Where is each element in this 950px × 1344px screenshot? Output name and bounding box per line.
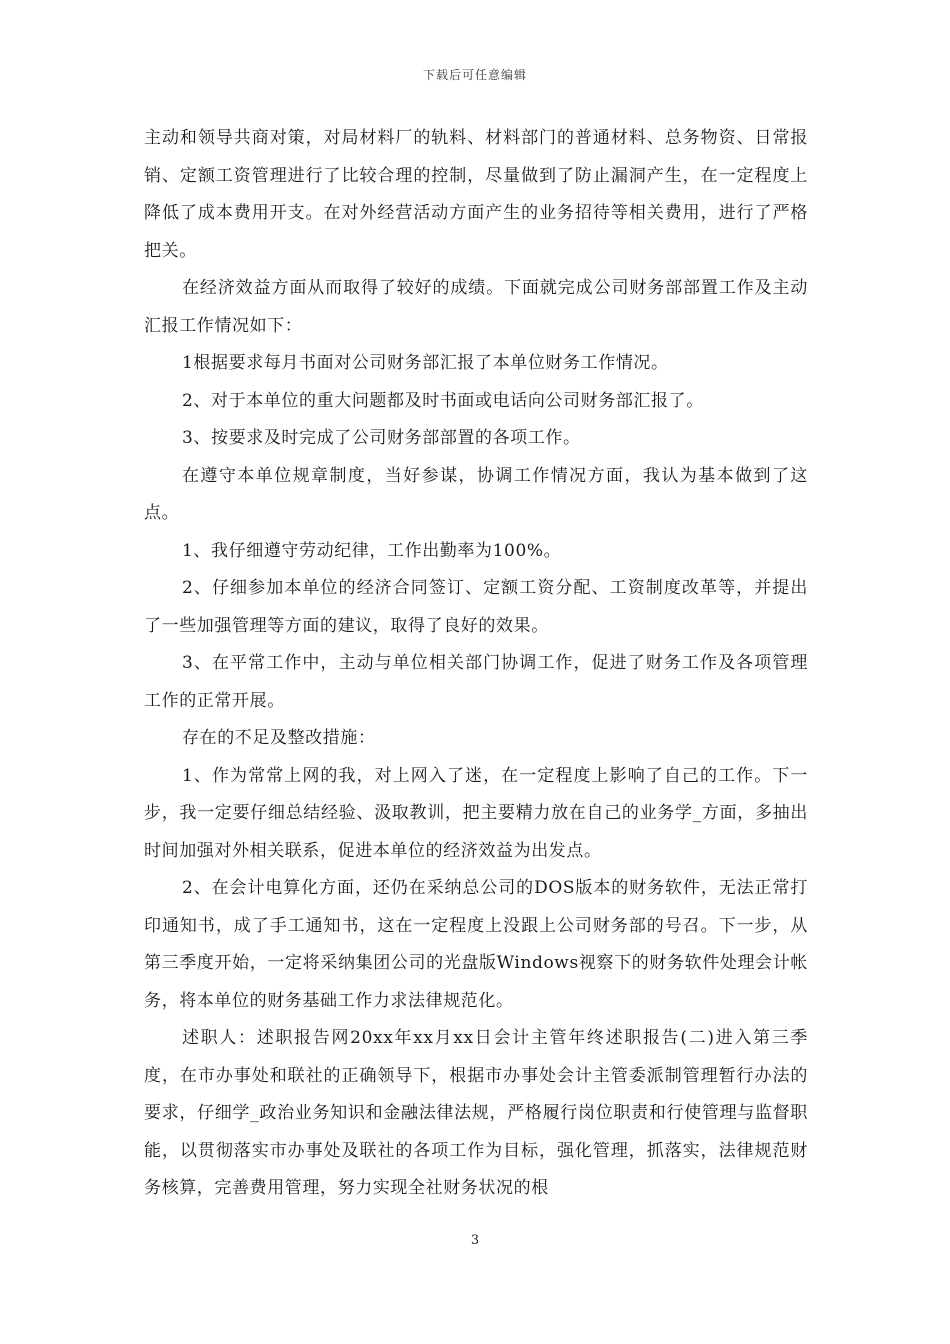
paragraph-8: 2、仔细参加本单位的经济合同签订、定额工资分配、工资制度改革等，并提出了一些加强管理等方面的建议，取得了良好的效果。 [144, 578, 808, 636]
paragraph-13: 述职人：述职报告网20xx年xx月xx日会计主管年终述职报告(二)进入第三季度，在市办事处和联社的正确领导下，根据市办事处会计主管委派制管理暂行办法的要求，仔细学_政治业务知识和金融法律法规，严格履行岗位职责和行使管理与监督职能，以贯彻落实市办事处及联社的各项工作为目标，强化管理，抓落实，法律规范财务核算，完善费用管理，努力实现全社财务状况的根 [144, 1028, 808, 1198]
paragraph-2: 在经济效益方面从而取得了较好的成绩。下面就完成公司财务部部置工作及主动汇报工作情况如下： [144, 278, 808, 336]
paragraph-11: 1、作为常常上网的我，对上网入了迷，在一定程度上影响了自己的工作。下一步，我一定要仔细总结经验、汲取教训，把主要精力放在自己的业务学_方面，多抽出时间加强对外相关联系，促进本单位的经济效益为出发点。 [144, 765, 808, 861]
paragraph-12: 2、在会计电算化方面，还仍在采纳总公司的DOS版本的财务软件，无法正常打印通知书，成了手工通知书，这在一定程度上没跟上公司财务部的号召。下一步，从第三季度开始，一定将采纳集团公司的光盘版Windows视察下的财务软件处理会计帐务，将本单位的财务基础工作力求法律规范化。 [144, 878, 808, 1011]
page-header: 下载后可任意编辑 [422, 68, 527, 82]
paragraph-1: 主动和领导共商对策，对局材料厂的轨料、材料部门的普通材料、总务物资、日常报销、定额工资管理进行了比较合理的控制，尽量做到了防止漏洞产生，在一定程度上降低了成本费用开支。在对外经营活动方面产生的业务招待等相关费用，进行了严格把关。 [144, 128, 808, 261]
paragraph-3: 1根据要求每月书面对公司财务部汇报了本单位财务工作情况。 [182, 353, 669, 373]
paragraph-5: 3、按要求及时完成了公司财务部部置的各项工作。 [182, 428, 581, 448]
paragraph-6: 在遵守本单位规章制度，当好参谋，协调工作情况方面，我认为基本做到了这点。 [144, 465, 808, 523]
document-body [144, 120, 808, 1208]
paragraph-9: 3、在平常工作中，主动与单位相关部门协调工作，促进了财务工作及各项管理工作的正常开展。 [144, 653, 808, 711]
paragraph-4: 2、对于本单位的重大问题都及时书面或电话向公司财务部汇报了。 [182, 390, 704, 411]
paragraph-7: 1、我仔细遵守劳动纪律，工作出勤率为100%。 [182, 540, 562, 561]
page-number: 3 [470, 1233, 480, 1248]
paragraph-10: 存在的不足及整改措施： [182, 728, 376, 748]
